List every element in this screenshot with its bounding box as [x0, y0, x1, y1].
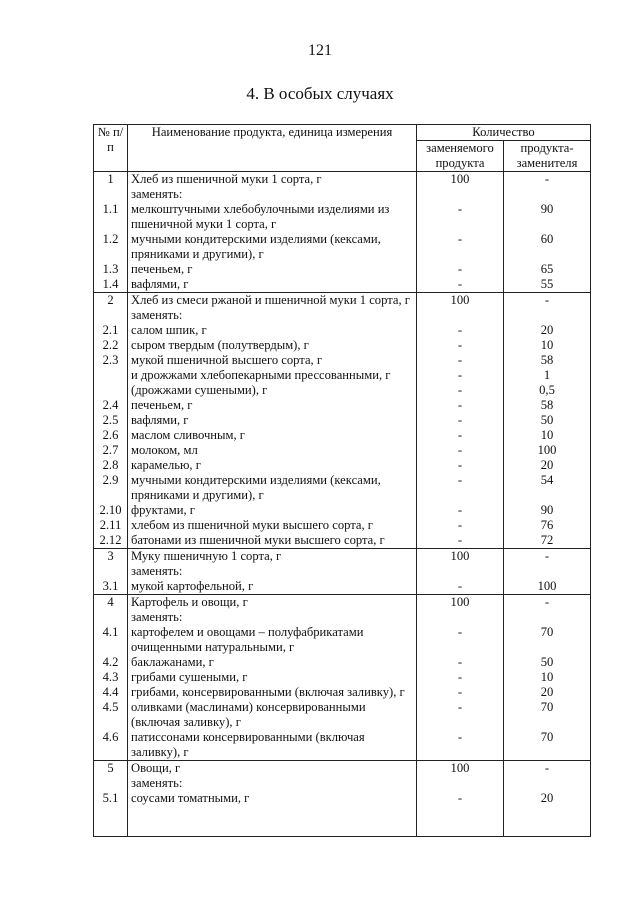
- table-row: [94, 730, 591, 761]
- cell-name: мукой картофельной, г: [128, 579, 417, 595]
- cell-replaced-qty: -: [417, 655, 504, 670]
- cell-name: баклажанами, г: [128, 655, 417, 670]
- cell-num: 2.1: [94, 323, 128, 338]
- substitution-table: [93, 124, 591, 837]
- table-row: [94, 187, 591, 202]
- cell-num: [94, 610, 128, 625]
- cell-replaced-qty: -: [417, 700, 504, 730]
- table-row: [94, 518, 591, 533]
- cell-name: (дрожжами сушеными), г: [128, 383, 417, 398]
- cell-substitute-qty: 58: [504, 398, 591, 413]
- cell-replaced-qty: -: [417, 503, 504, 518]
- cell-num: 2.11: [94, 518, 128, 533]
- cell-name: грибами, консервированными (включая заливку), г: [128, 685, 417, 700]
- cell-name: салом шпик, г: [128, 323, 417, 338]
- cell-substitute-qty: 1: [504, 368, 591, 383]
- table-row: [94, 368, 591, 383]
- cell-replaced-qty: -: [417, 202, 504, 232]
- cell-replaced-qty: -: [417, 428, 504, 443]
- table-row: [94, 761, 591, 777]
- cell-substitute-qty: -: [504, 549, 591, 565]
- cell-name: соусами томатными, г: [128, 791, 417, 806]
- cell-substitute-qty: 70: [504, 625, 591, 655]
- table-row: [94, 232, 591, 262]
- table-row: [94, 579, 591, 595]
- table-row: [94, 533, 591, 549]
- header-substitute: продукта-заменителя: [504, 141, 591, 172]
- cell-substitute-qty: -: [504, 293, 591, 309]
- cell-name: печеньем, г: [128, 262, 417, 277]
- table-row: [94, 655, 591, 670]
- cell-num: 2.5: [94, 413, 128, 428]
- cell-replaced-qty: [417, 776, 504, 791]
- cell-substitute-qty: 90: [504, 202, 591, 232]
- cell-name: карамелью, г: [128, 458, 417, 473]
- cell-replaced-qty: [417, 564, 504, 579]
- cell-name: мелкоштучными хлебобулочными изделиями из пшеничной муки 1 сорта, г: [128, 202, 417, 232]
- page-number: 121: [308, 42, 332, 59]
- cell-replaced-qty: 100: [417, 293, 504, 309]
- table-body: [94, 125, 591, 837]
- table-row: [94, 549, 591, 565]
- cell-substitute-qty: 10: [504, 338, 591, 353]
- cell-name: мучными кондитерскими изделиями (кексами, пряниками и другими), г: [128, 232, 417, 262]
- cell-name: Картофель и овощи, г: [128, 595, 417, 611]
- cell-replaced-qty: -: [417, 518, 504, 533]
- cell-replaced-qty: -: [417, 338, 504, 353]
- cell-num: 2.4: [94, 398, 128, 413]
- table-row: [94, 700, 591, 730]
- table-row: [94, 443, 591, 458]
- cell-replaced-qty: 100: [417, 172, 504, 188]
- cell-substitute-qty: [504, 776, 591, 791]
- cell-substitute-qty: 60: [504, 232, 591, 262]
- cell-num: 2.12: [94, 533, 128, 549]
- cell-name: фруктами, г: [128, 503, 417, 518]
- cell-num: 3.1: [94, 579, 128, 595]
- cell-name: батонами из пшеничной муки высшего сорта, г: [128, 533, 417, 549]
- cell-substitute-qty: 20: [504, 685, 591, 700]
- cell-replaced-qty: -: [417, 791, 504, 806]
- cell-substitute-qty: 10: [504, 428, 591, 443]
- cell-replaced-qty: -: [417, 443, 504, 458]
- cell-name: Овощи, г: [128, 761, 417, 777]
- cell-name: печеньем, г: [128, 398, 417, 413]
- table-row: [94, 202, 591, 232]
- cell-name: заменять:: [128, 610, 417, 625]
- header-replaced: заменяемого продукта: [417, 141, 504, 172]
- table-row: [94, 323, 591, 338]
- cell-num: 5.1: [94, 791, 128, 806]
- cell-num: [94, 187, 128, 202]
- table-row: [94, 595, 591, 611]
- cell-substitute-qty: -: [504, 761, 591, 777]
- cell-substitute-qty: 50: [504, 413, 591, 428]
- table-row: [94, 262, 591, 277]
- table-row: [94, 625, 591, 655]
- cell-name: и дрожжами хлебопекарными прессованными, г: [128, 368, 417, 383]
- table-row: [94, 413, 591, 428]
- table-row: [94, 172, 591, 188]
- cell-name: патиссонами консервированными (включая заливку), г: [128, 730, 417, 761]
- table-row: [94, 308, 591, 323]
- cell-substitute-qty: [504, 308, 591, 323]
- cell-name: Хлеб из смеси ржаной и пшеничной муки 1 сорта, г: [128, 293, 417, 309]
- cell-num: 1.1: [94, 202, 128, 232]
- empty-cell: [417, 806, 504, 837]
- cell-name: оливками (маслинами) консервированными (включая заливку), г: [128, 700, 417, 730]
- header-num: № п/п: [94, 125, 128, 172]
- cell-replaced-qty: [417, 187, 504, 202]
- cell-name: сыром твердым (полутвердым), г: [128, 338, 417, 353]
- cell-replaced-qty: -: [417, 232, 504, 262]
- empty-cell: [504, 806, 591, 837]
- cell-substitute-qty: 20: [504, 458, 591, 473]
- section-title: 4. В особых случаях: [246, 84, 394, 103]
- cell-num: 1.2: [94, 232, 128, 262]
- cell-replaced-qty: -: [417, 353, 504, 368]
- cell-substitute-qty: [504, 187, 591, 202]
- cell-name: молоком, мл: [128, 443, 417, 458]
- cell-name: заменять:: [128, 564, 417, 579]
- cell-substitute-qty: [504, 610, 591, 625]
- table-empty-row: [94, 806, 591, 837]
- table-row: [94, 776, 591, 791]
- cell-name: мукой пшеничной высшего сорта, г: [128, 353, 417, 368]
- cell-num: 2.2: [94, 338, 128, 353]
- table-row: [94, 670, 591, 685]
- table-row: [94, 473, 591, 503]
- cell-substitute-qty: 58: [504, 353, 591, 368]
- cell-substitute-qty: 76: [504, 518, 591, 533]
- cell-substitute-qty: 70: [504, 700, 591, 730]
- cell-num: [94, 776, 128, 791]
- cell-substitute-qty: 20: [504, 791, 591, 806]
- cell-substitute-qty: [504, 564, 591, 579]
- table-row: [94, 610, 591, 625]
- cell-replaced-qty: -: [417, 473, 504, 503]
- cell-name: Хлеб из пшеничной муки 1 сорта, г: [128, 172, 417, 188]
- cell-replaced-qty: -: [417, 368, 504, 383]
- cell-num: 4.4: [94, 685, 128, 700]
- cell-replaced-qty: 100: [417, 549, 504, 565]
- cell-replaced-qty: -: [417, 262, 504, 277]
- cell-substitute-qty: 65: [504, 262, 591, 277]
- header-quantity: Количество: [417, 125, 591, 141]
- cell-num: 3: [94, 549, 128, 565]
- cell-substitute-qty: 50: [504, 655, 591, 670]
- cell-num: 4.6: [94, 730, 128, 761]
- table-header-row: [94, 125, 591, 141]
- table-row: [94, 458, 591, 473]
- cell-substitute-qty: 100: [504, 443, 591, 458]
- cell-num: 4.3: [94, 670, 128, 685]
- cell-num: [94, 308, 128, 323]
- table-row: [94, 353, 591, 368]
- header-name: Наименование продукта, единица измерения: [128, 125, 417, 172]
- table-row: [94, 383, 591, 398]
- cell-name: Муку пшеничную 1 сорта, г: [128, 549, 417, 565]
- empty-cell: [128, 806, 417, 837]
- cell-substitute-qty: 10: [504, 670, 591, 685]
- cell-replaced-qty: 100: [417, 761, 504, 777]
- cell-num: 4.1: [94, 625, 128, 655]
- cell-num: 1: [94, 172, 128, 188]
- cell-name: вафлями, г: [128, 277, 417, 293]
- cell-name: заменять:: [128, 776, 417, 791]
- cell-replaced-qty: -: [417, 458, 504, 473]
- cell-num: 2.3: [94, 353, 128, 368]
- cell-substitute-qty: 100: [504, 579, 591, 595]
- cell-replaced-qty: -: [417, 413, 504, 428]
- cell-substitute-qty: -: [504, 172, 591, 188]
- cell-substitute-qty: 70: [504, 730, 591, 761]
- cell-substitute-qty: 0,5: [504, 383, 591, 398]
- table-row: [94, 564, 591, 579]
- cell-replaced-qty: -: [417, 730, 504, 761]
- table-row: [94, 277, 591, 293]
- cell-num: 5: [94, 761, 128, 777]
- cell-num: [94, 383, 128, 398]
- cell-replaced-qty: [417, 610, 504, 625]
- cell-name: маслом сливочным, г: [128, 428, 417, 443]
- cell-name: картофелем и овощами – полуфабрикатами очищенными натуральными, г: [128, 625, 417, 655]
- cell-replaced-qty: -: [417, 625, 504, 655]
- cell-replaced-qty: -: [417, 277, 504, 293]
- cell-replaced-qty: -: [417, 383, 504, 398]
- cell-replaced-qty: -: [417, 579, 504, 595]
- table-row: [94, 338, 591, 353]
- empty-cell: [94, 806, 128, 837]
- table-row: [94, 293, 591, 309]
- cell-num: 1.4: [94, 277, 128, 293]
- cell-num: [94, 368, 128, 383]
- cell-num: 1.3: [94, 262, 128, 277]
- cell-replaced-qty: [417, 308, 504, 323]
- cell-substitute-qty: 55: [504, 277, 591, 293]
- table-row: [94, 503, 591, 518]
- cell-num: 4: [94, 595, 128, 611]
- cell-name: мучными кондитерскими изделиями (кексами, пряниками и другими), г: [128, 473, 417, 503]
- cell-replaced-qty: -: [417, 323, 504, 338]
- cell-name: грибами сушеными, г: [128, 670, 417, 685]
- cell-replaced-qty: -: [417, 670, 504, 685]
- cell-num: 2.10: [94, 503, 128, 518]
- cell-name: хлебом из пшеничной муки высшего сорта, г: [128, 518, 417, 533]
- cell-num: 2.6: [94, 428, 128, 443]
- cell-replaced-qty: -: [417, 533, 504, 549]
- cell-name: заменять:: [128, 187, 417, 202]
- cell-replaced-qty: 100: [417, 595, 504, 611]
- cell-name: заменять:: [128, 308, 417, 323]
- cell-num: 2: [94, 293, 128, 309]
- cell-num: [94, 564, 128, 579]
- table-row: [94, 685, 591, 700]
- cell-replaced-qty: -: [417, 398, 504, 413]
- table-row: [94, 398, 591, 413]
- cell-name: вафлями, г: [128, 413, 417, 428]
- cell-num: 2.9: [94, 473, 128, 503]
- table-row: [94, 791, 591, 806]
- cell-num: 4.2: [94, 655, 128, 670]
- cell-num: 2.8: [94, 458, 128, 473]
- cell-substitute-qty: 54: [504, 473, 591, 503]
- cell-replaced-qty: -: [417, 685, 504, 700]
- cell-substitute-qty: 20: [504, 323, 591, 338]
- cell-substitute-qty: -: [504, 595, 591, 611]
- cell-num: 2.7: [94, 443, 128, 458]
- cell-substitute-qty: 90: [504, 503, 591, 518]
- cell-num: 4.5: [94, 700, 128, 730]
- table-row: [94, 428, 591, 443]
- cell-substitute-qty: 72: [504, 533, 591, 549]
